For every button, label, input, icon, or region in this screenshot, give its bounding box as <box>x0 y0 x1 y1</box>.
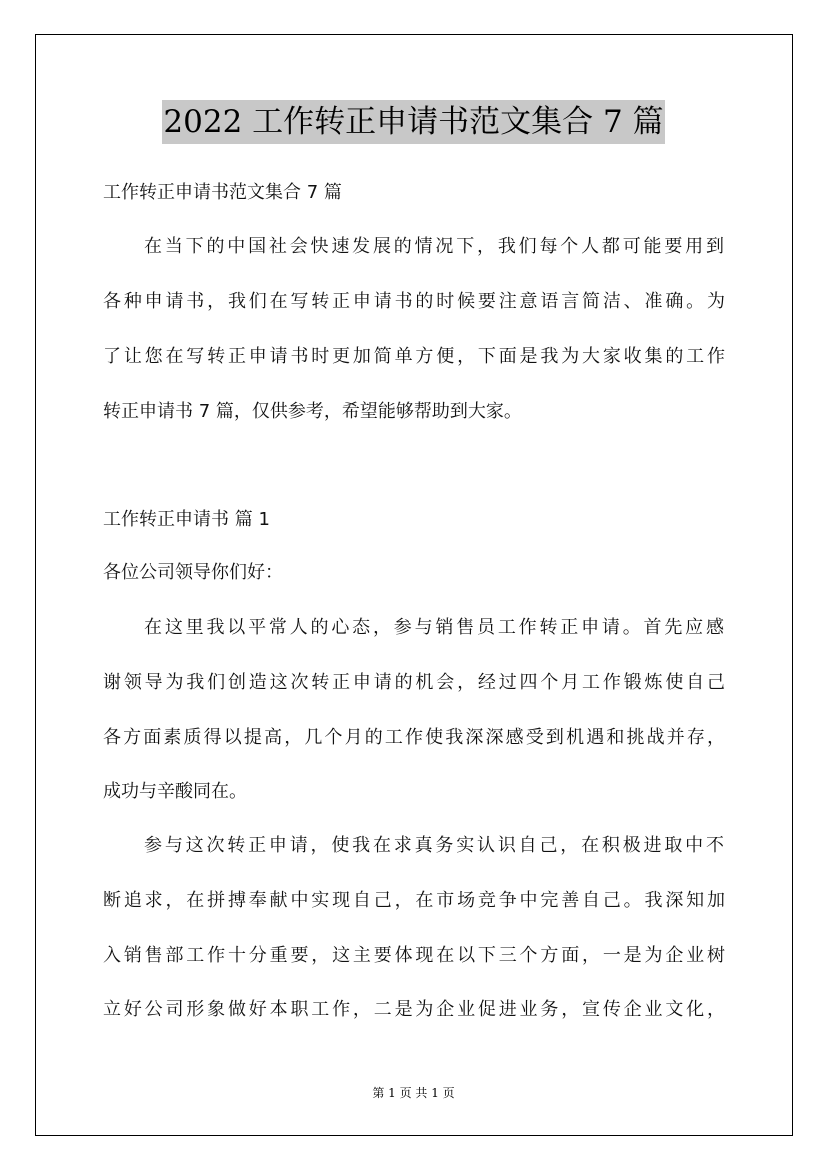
document-title: 2022 工作转正申请书范文集合 7 篇 <box>162 100 664 144</box>
document-subtitle: 工作转正申请书范文集合 7 篇 <box>103 182 342 203</box>
paragraph-line: 参与这次转正申请，使我在求真务实认识自己，在积极进取中不 <box>144 835 724 856</box>
intro-line: 在当下的中国社会快速发展的情况下，我们每个人都可能要用到 <box>144 236 724 257</box>
paragraph-line: 断追求，在拼搏奉献中实现自己，在市场竞争中完善自己。我深知加 <box>103 890 725 911</box>
intro-line: 了让您在写转正申请书时更加简单方便，下面是我为大家收集的工作 <box>103 346 725 367</box>
intro-line: 各种申请书，我们在写转正申请书的时候要注意语言简洁、准确。为 <box>103 291 725 312</box>
paragraph-line: 立好公司形象做好本职工作，二是为企业促进业务，宣传企业文化， <box>103 999 725 1020</box>
section-heading: 工作转正申请书 篇 1 <box>103 509 270 530</box>
page-footer: 第 1 页 共 1 页 <box>372 1086 455 1100</box>
salutation: 各位公司领导你们好： <box>103 562 283 583</box>
title-container <box>0 100 827 144</box>
paragraph-line: 在这里我以平常人的心态，参与销售员工作转正申请。首先应感 <box>144 617 724 638</box>
paragraph-line: 各方面素质得以提高，几个月的工作使我深深感受到机遇和挑战并存， <box>103 727 725 748</box>
paragraph-line: 谢领导为我们创造这次转正申请的机会，经过四个月工作锻炼使自己 <box>103 672 725 693</box>
paragraph-line: 入销售部工作十分重要，这主要体现在以下三个方面，一是为企业树 <box>103 945 725 966</box>
paragraph-line: 成功与辛酸同在。 <box>103 781 247 802</box>
intro-line: 转正申请书 7 篇，仅供参考，希望能够帮助到大家。 <box>103 401 522 422</box>
